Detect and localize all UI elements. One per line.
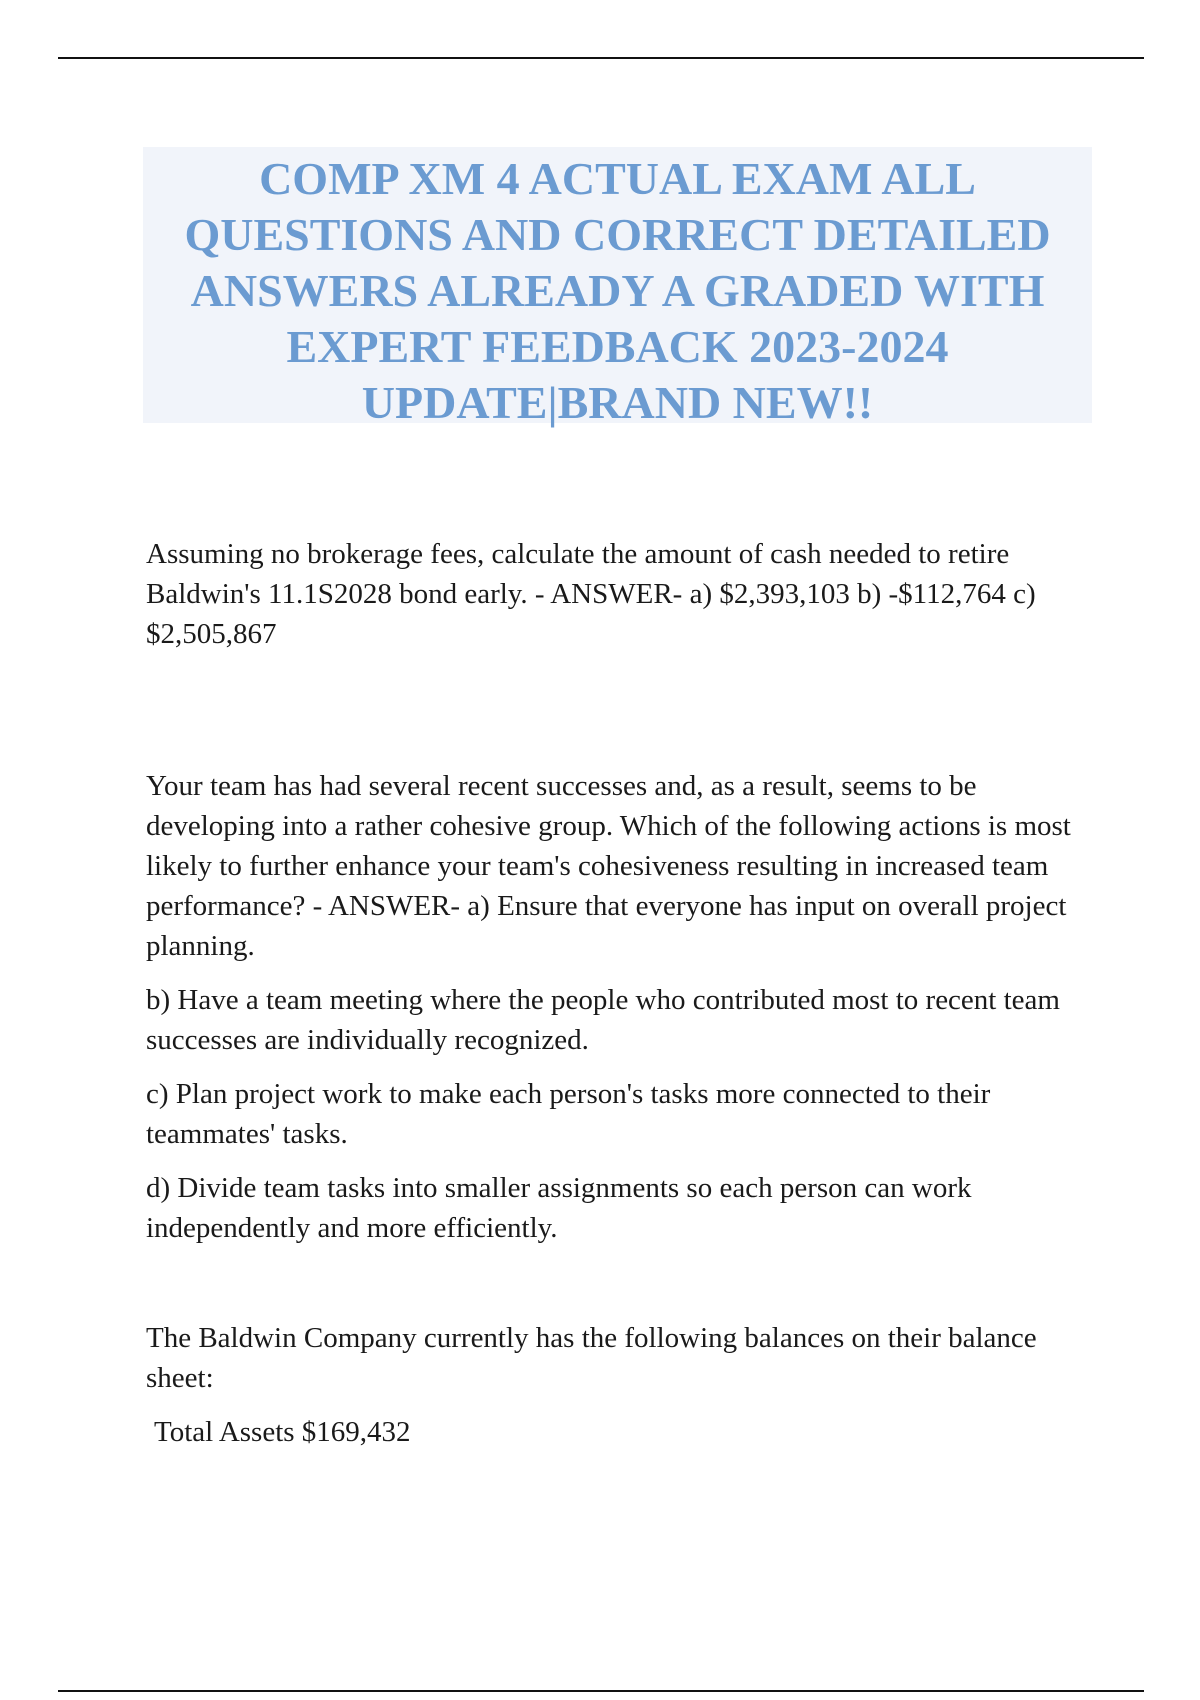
title-banner (143, 147, 1092, 428)
balance-sheet-line: Total Assets $169,432 (154, 1416, 411, 1448)
question-1: Assuming no brokerage fees, calculate the amount of cash needed to retire Baldwin's 11.1S2028 bond early. - ANSWER- a) $2,393,103 b) -$112,764 c) $2,505,867 (146, 538, 1036, 650)
top-horizontal-rule (58, 57, 1144, 59)
document-body (146, 534, 1096, 1452)
question-2-option-c: c) Plan project work to make each person's tasks more connected to their teammates' tasks. (146, 1078, 991, 1150)
document-title: COMP XM 4 ACTUAL EXAM ALL QUESTIONS AND CORRECT DETAILED ANSWERS ALREADY A GRADED WITH EXPERT FEEDBACK 2023-2024 UPDATE|BRAND NEW!! (184, 153, 1051, 428)
question-2-option-b: b) Have a team meeting where the people who contributed most to recent team successes are individually recognized. (146, 984, 1060, 1056)
bottom-horizontal-rule (58, 1690, 1144, 1692)
question-2: Your team has had several recent successes and, as a result, seems to be developing into a rather cohesive group. Which of the following actions is most likely to further enhance your team's cohesiveness resulting in increased team performance? - ANSWER- a) Ensure that everyone has input on overall project planning. (146, 770, 1071, 962)
question-3: The Baldwin Company currently has the following balances on their balance sheet: (146, 1322, 1037, 1394)
question-2-option-d: d) Divide team tasks into smaller assignments so each person can work independently and more efficiently. (146, 1172, 972, 1244)
